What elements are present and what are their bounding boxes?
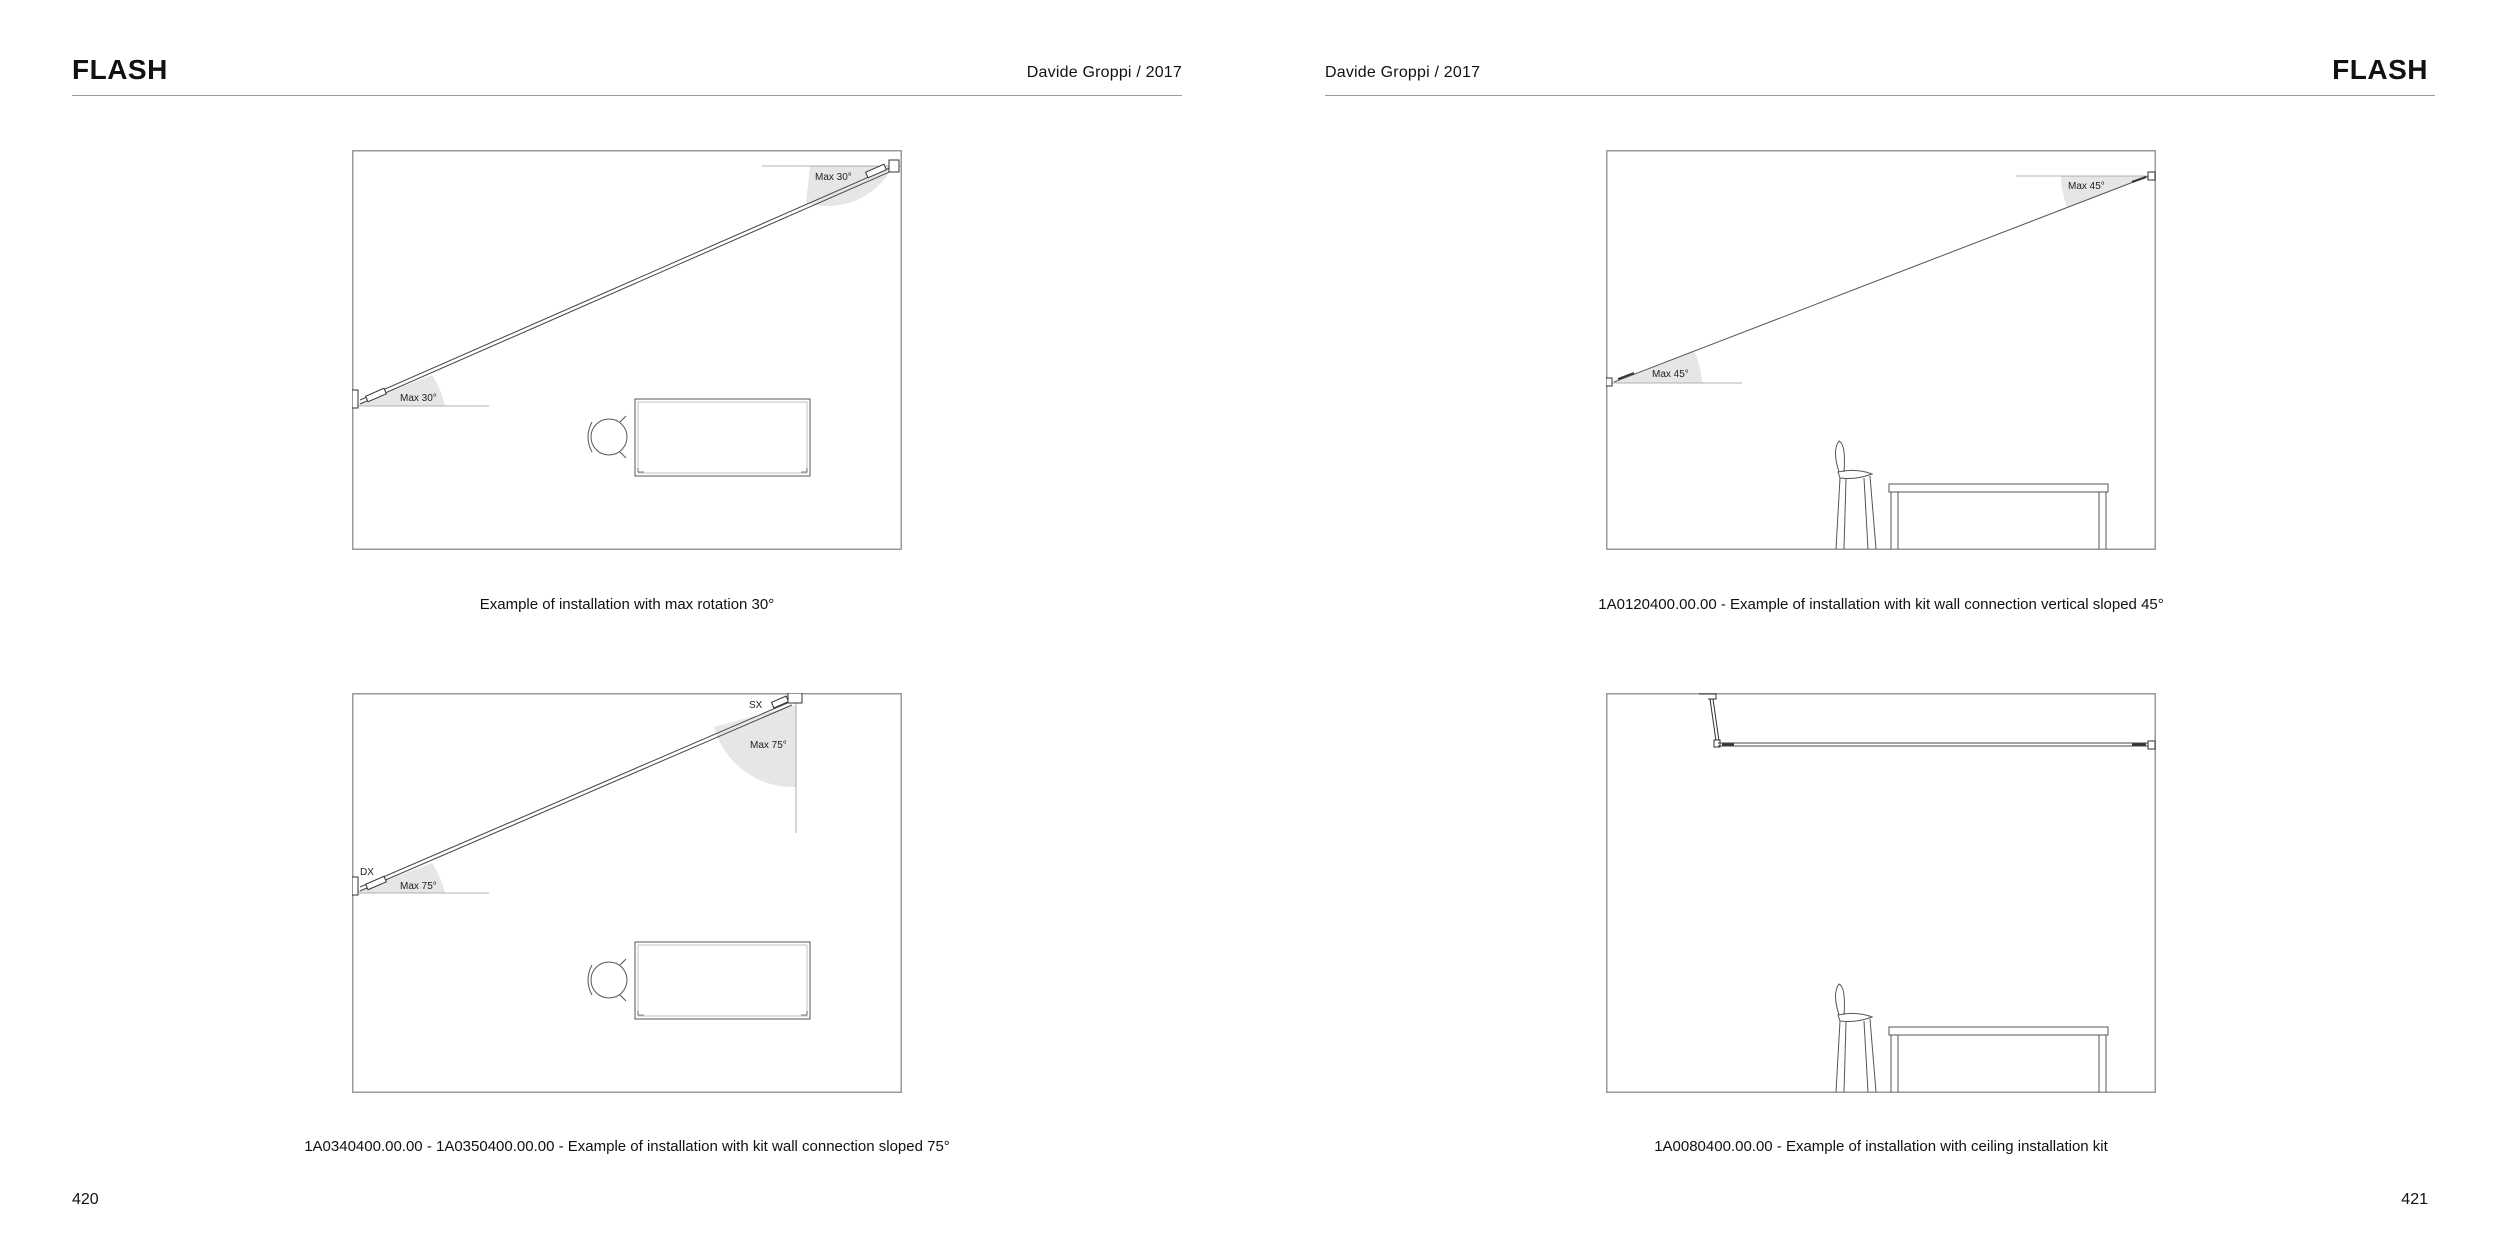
table-side-view	[1889, 1027, 2108, 1092]
angle-label-bottom: Max 30°	[400, 393, 437, 404]
figure-elevation-sloped-45	[1606, 150, 2156, 550]
lamp-body-line-b	[360, 701, 792, 887]
angle-label-top: Max 75°	[750, 740, 787, 751]
table-top-view	[635, 942, 810, 1019]
wall-mount-right	[2148, 741, 2155, 749]
figure-elevation-ceiling	[1606, 693, 2156, 1093]
drawing-elevation-sloped-45	[1606, 150, 2156, 550]
figure-frame	[1607, 151, 2156, 550]
lamp-body-line	[1614, 176, 2149, 382]
wall-mount-bottom	[1606, 378, 1612, 386]
figure-caption-ceiling: 1A0080400.00.00 - Example of installation with ceiling installation kit	[1654, 1138, 2108, 1155]
angle-label-bottom: Max 45°	[1652, 369, 1689, 380]
author-credit: Davide Groppi / 2017	[1325, 64, 1481, 81]
wall-mount-top	[889, 160, 899, 172]
table-side-view	[1889, 484, 2108, 549]
drawing-elevation-ceiling	[1606, 693, 2156, 1093]
figure-plan-sloped-75	[352, 693, 902, 1093]
angle-label-bottom: Max 75°	[400, 881, 437, 892]
label-sx: SX	[749, 700, 763, 711]
figure-frame	[353, 151, 902, 550]
page-number: 420	[72, 1191, 99, 1208]
page-number: 421	[2401, 1191, 2428, 1208]
wall-mount-bottom	[352, 390, 358, 408]
author-credit: Davide Groppi / 2017	[1026, 64, 1182, 81]
header-divider	[1325, 95, 2435, 96]
angle-label-top: Max 45°	[2068, 181, 2105, 192]
right-page	[1250, 0, 2500, 1250]
figure-caption-sloped-75: 1A0340400.00.00 - 1A0350400.00.00 - Example of installation with kit wall connection sloped 75°	[304, 1138, 950, 1155]
chair-side-view	[1836, 984, 1877, 1092]
brand-title: FLASH	[72, 54, 168, 85]
chair-top-view	[588, 416, 627, 458]
chair-top-view	[588, 959, 627, 1001]
label-dx: DX	[360, 867, 374, 878]
wall-mount-top	[788, 693, 802, 703]
table-top-view	[635, 399, 810, 476]
chair-side-view	[1836, 441, 1877, 549]
lamp-body-line-a	[360, 705, 792, 891]
lamp-body-line-b	[360, 166, 894, 400]
figure-plan-rotation-30	[352, 150, 902, 550]
header-divider	[72, 95, 1182, 96]
angle-label-top: Max 30°	[815, 172, 852, 183]
figure-caption-rotation-30: Example of installation with max rotation 30°	[479, 596, 775, 613]
lamp-body-line-a	[360, 170, 894, 404]
figure-caption-sloped-45: 1A0120400.00.00 - Example of installation with kit wall connection vertical sloped 45°	[1598, 596, 2164, 613]
wall-mount-top	[2148, 172, 2155, 180]
drawing-plan-sloped-75	[352, 693, 902, 1093]
ceiling-kit	[1699, 694, 1720, 747]
drawing-plan-rotation-30	[352, 150, 902, 550]
figure-frame	[1607, 694, 2156, 1093]
brand-title: FLASH	[2332, 54, 2428, 85]
wall-mount-bottom	[352, 877, 358, 895]
